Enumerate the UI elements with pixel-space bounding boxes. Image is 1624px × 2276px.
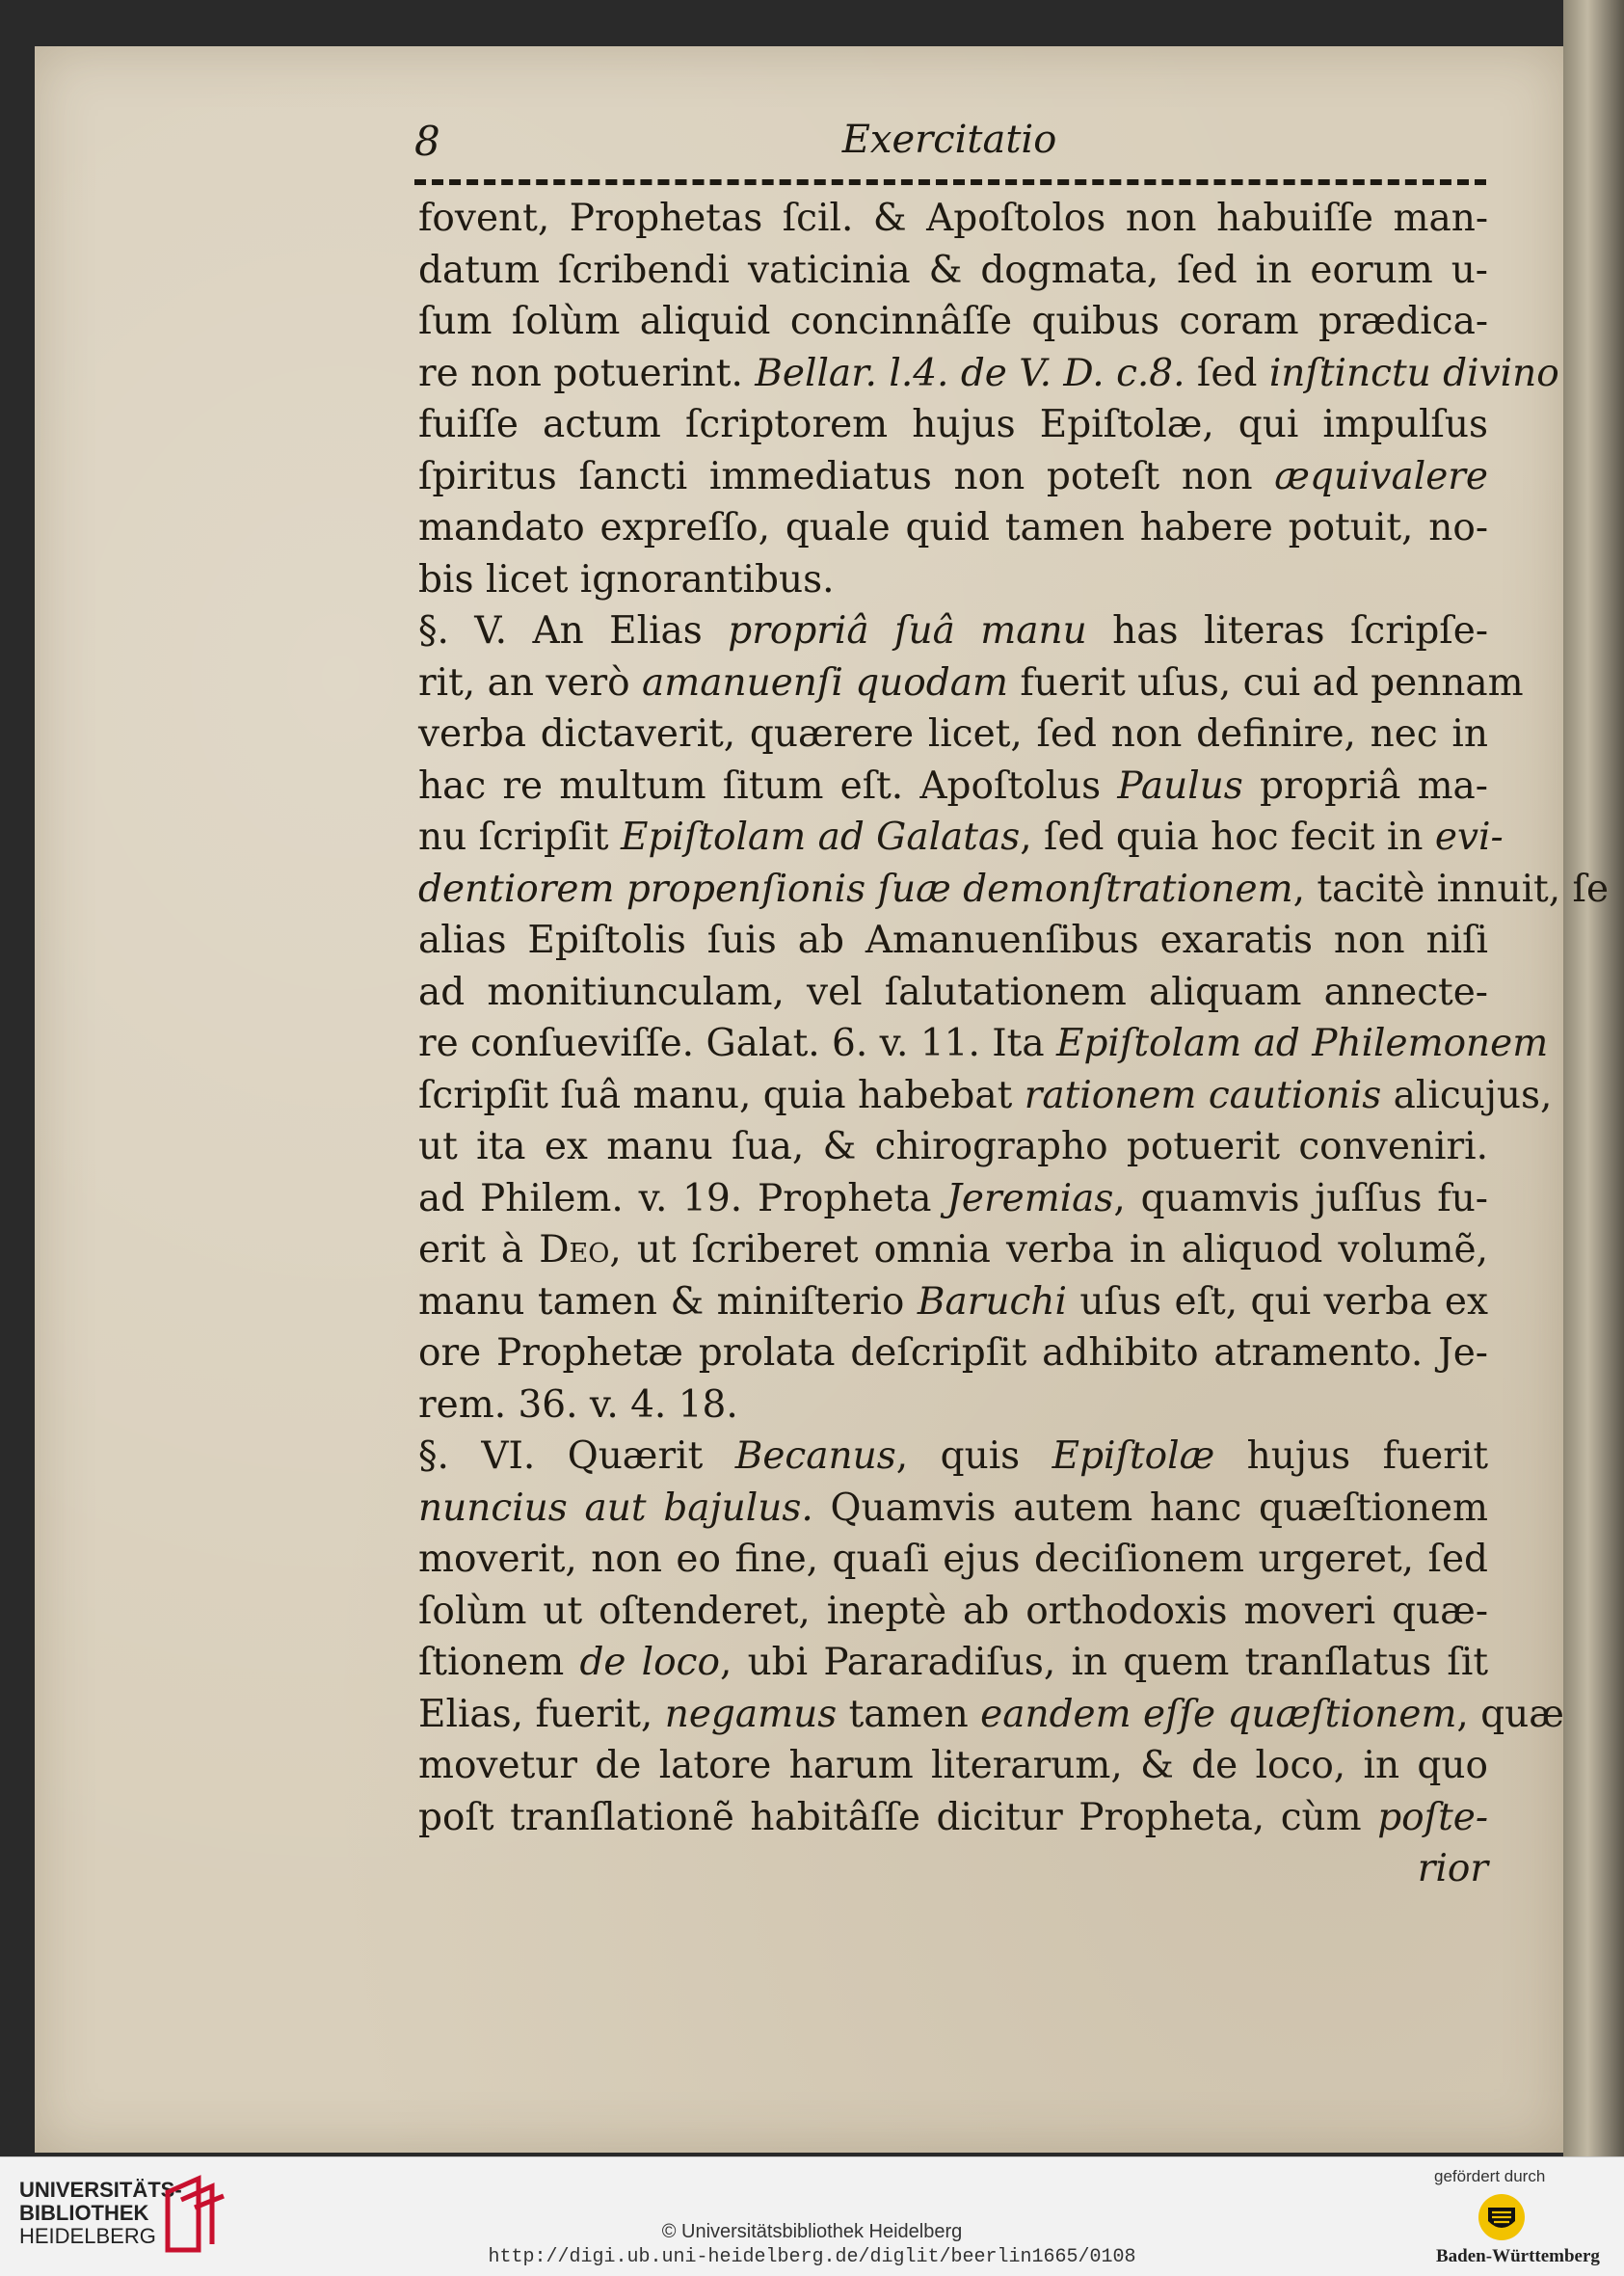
text-segment: nu ſcripſit xyxy=(418,816,621,859)
permalink-url[interactable]: http://digi.ub.uni-heidelberg.de/diglit/beerlin1665/0108 xyxy=(488,2246,1136,2268)
funded-by-label: gefördert durch xyxy=(1434,2167,1546,2185)
text-segment: fuiſſe actum ſcriptorem hujus Epiſtolæ, qui impulſus xyxy=(418,403,1488,446)
text-segment: fuerit uſus, cui ad pennam xyxy=(1007,660,1524,705)
text-segment: alicujus, xyxy=(1381,1073,1553,1117)
text-segment: fovent, Prophetas ſcil. & Apoſtolos non habuiſſe man- xyxy=(418,197,1488,240)
text-line xyxy=(418,1689,1564,1741)
text-segment: verba dictaverit, quærere licet, ſed non definire, nec in xyxy=(418,712,1488,756)
italic-text: negamus xyxy=(664,1692,838,1736)
text-segment: §. VI. Quærit xyxy=(418,1434,735,1478)
page-number: 8 xyxy=(414,118,440,165)
text-line xyxy=(418,1327,1488,1379)
text-segment: ſpiritus ſancti immediatus non poteſt non xyxy=(418,454,1275,498)
text-line xyxy=(418,1792,1488,1844)
text-line xyxy=(418,864,1610,916)
text-line xyxy=(418,1740,1488,1792)
text-segment: , quamvis juſſus fu- xyxy=(1113,1176,1488,1220)
running-head: Exercitatio xyxy=(841,118,1057,162)
text-line xyxy=(418,1070,1553,1122)
text-line xyxy=(418,812,1504,864)
text-segment: propriâ ma- xyxy=(1242,763,1488,808)
text-line xyxy=(418,348,1559,400)
text-segment: , quis xyxy=(895,1434,1052,1478)
text-segment: ſed xyxy=(1185,351,1269,395)
text-segment: rem. 36. v. 4. 18. xyxy=(418,1382,738,1427)
text-line xyxy=(418,296,1488,348)
text-line xyxy=(418,967,1488,1019)
text-line xyxy=(418,1379,1488,1432)
text-line xyxy=(418,1843,1488,1895)
italic-text: eandem eſſe quæſtionem xyxy=(980,1692,1457,1736)
text-segment: poſt tranſlationẽ habitâſſe dicitur Propheta, cùm xyxy=(418,1795,1378,1839)
text-segment: , quæ xyxy=(1456,1692,1564,1736)
italic-text: Epiſtolam ad Galatas xyxy=(620,816,1021,859)
italic-text: Paulus xyxy=(1117,763,1243,808)
library-logo-icon xyxy=(160,2173,227,2256)
text-segment: rit, an verò xyxy=(418,660,642,705)
italic-text: Bellar. l.4. de V. D. c.8. xyxy=(755,351,1185,395)
italic-text: de loco xyxy=(579,1641,720,1684)
text-line xyxy=(418,1018,1549,1070)
library-name-line-2: BIBLIOTHEK xyxy=(19,2201,149,2225)
text-line xyxy=(418,502,1488,554)
text-segment: uſus eſt, qui verba ex xyxy=(1066,1279,1489,1324)
italic-text: Becanus xyxy=(734,1434,896,1478)
italic-text: æquivalere xyxy=(1274,454,1488,498)
text-segment: ſcripſit ſuâ manu, quia habebat xyxy=(418,1073,1025,1117)
text-line xyxy=(418,657,1524,710)
text-segment: ſolùm ut oſtenderet, ineptè ab orthodoxis moveri quæ- xyxy=(418,1589,1488,1633)
italic-text: rationem cautionis xyxy=(1024,1073,1382,1117)
book-spine xyxy=(1563,0,1624,2156)
text-segment: movetur de latore harum literarum, & de loco, in quo xyxy=(418,1744,1488,1787)
text-segment: Elias, fuerit, xyxy=(418,1692,665,1736)
text-line xyxy=(418,1586,1488,1638)
text-line xyxy=(418,1637,1488,1689)
text-segment: re conſueviſſe. Galat. 6. v. 11. Ita xyxy=(418,1022,1056,1065)
text-line xyxy=(418,245,1488,297)
text-line xyxy=(418,709,1488,761)
italic-text: propriâ ſuâ manu xyxy=(728,609,1087,653)
text-segment: , tacitè innuit, ſe xyxy=(1292,867,1610,911)
text-line xyxy=(418,1276,1488,1328)
italic-text: rior xyxy=(1417,1847,1488,1890)
text-segment: manu tamen & miniſterio xyxy=(418,1279,918,1324)
library-name-line-1: UNIVERSITÄTS- xyxy=(19,2178,182,2202)
funder-name: Baden-Württemberg xyxy=(1436,2246,1600,2266)
text-line xyxy=(418,1224,1488,1276)
text-segment: Quamvis autem hanc quæſtionem xyxy=(812,1486,1488,1530)
text-segment: ad monitiunculam, vel ſalutationem aliquam annecte- xyxy=(418,970,1488,1014)
text-line xyxy=(418,915,1488,967)
library-name-line-3: HEIDELBERG xyxy=(19,2224,156,2248)
copyright-notice: © Universitätsbibliothek Heidelberg xyxy=(661,2221,963,2242)
italic-text: inſtinctu divino xyxy=(1268,351,1559,395)
italic-text: Epiſtolæ xyxy=(1052,1434,1215,1478)
text-segment: erit à xyxy=(418,1228,540,1272)
text-line xyxy=(418,1431,1488,1483)
text-line xyxy=(418,399,1488,451)
text-segment: ore Prophetæ prolata deſcripſit adhibito atramento. Je- xyxy=(418,1331,1488,1375)
text-segment: §. V. An Elias xyxy=(418,609,729,653)
text-line xyxy=(418,761,1488,813)
page-header xyxy=(414,118,1484,175)
text-segment: , ubi Pararadiſus, in quem tranſlatus ſit xyxy=(719,1641,1489,1684)
italic-text: nuncius aut bajulus. xyxy=(418,1486,813,1530)
text-segment: ad Philem. v. 19. Propheta xyxy=(418,1176,947,1220)
text-segment: mandato expreſſo, quale quid tamen habere potuit, no- xyxy=(418,506,1488,549)
text-segment: has literas ſcripſe- xyxy=(1086,609,1489,653)
text-segment: bis licet ignorantibus. xyxy=(418,557,835,602)
small-caps-text: Deo xyxy=(539,1228,610,1272)
text-line xyxy=(418,1121,1488,1173)
text-line xyxy=(418,554,1488,606)
text-segment: hujus fuerit xyxy=(1214,1434,1488,1478)
text-segment: ut ita ex manu ſua, & chirographo potuerit conveniri. xyxy=(418,1125,1488,1168)
text-line xyxy=(418,605,1488,657)
text-line xyxy=(418,451,1488,503)
italic-text: Jeremias xyxy=(946,1176,1114,1220)
italic-text: Epiſtolam ad Philemonem xyxy=(1056,1022,1549,1065)
italic-text: Baruchi xyxy=(917,1279,1067,1324)
viewer-footer xyxy=(0,2156,1624,2276)
italic-text: dentiorem propenſionis ſuæ demonſtrationem xyxy=(418,867,1293,911)
text-line xyxy=(418,1173,1488,1225)
text-segment: , ut ſcriberet omnia verba in aliquod volumẽ, xyxy=(609,1228,1488,1272)
text-line xyxy=(418,1534,1488,1586)
text-segment: hac re multum ſitum eſt. Apoſtolus xyxy=(418,763,1118,808)
text-segment: ſum ſolùm aliquid concinnâſſe quibus coram prædica- xyxy=(418,300,1488,343)
italic-text: amanuenſi quodam xyxy=(641,660,1008,705)
text-segment: datum ſcribendi vaticinia & dogmata, ſed in eorum u- xyxy=(418,248,1488,292)
text-segment: tamen xyxy=(837,1692,981,1736)
text-segment: , ſed quia hoc fecit in xyxy=(1020,816,1435,859)
italic-text: poſte- xyxy=(1377,1795,1488,1839)
text-block xyxy=(418,193,1610,1895)
text-segment: ſtionem xyxy=(418,1641,580,1684)
text-segment: moverit, non eo fine, quaſi ejus deciſionem urgeret, ſed xyxy=(418,1538,1488,1581)
text-segment: alias Epiſtolis ſuis ab Amanuenſibus exaratis non niſi xyxy=(418,919,1488,962)
header-rule xyxy=(414,179,1486,185)
text-segment: re non potuerint. xyxy=(418,351,756,395)
italic-text: evi- xyxy=(1434,816,1504,859)
text-line xyxy=(418,193,1488,245)
text-line xyxy=(418,1483,1488,1535)
baden-wuerttemberg-emblem-icon xyxy=(1477,2192,1527,2242)
